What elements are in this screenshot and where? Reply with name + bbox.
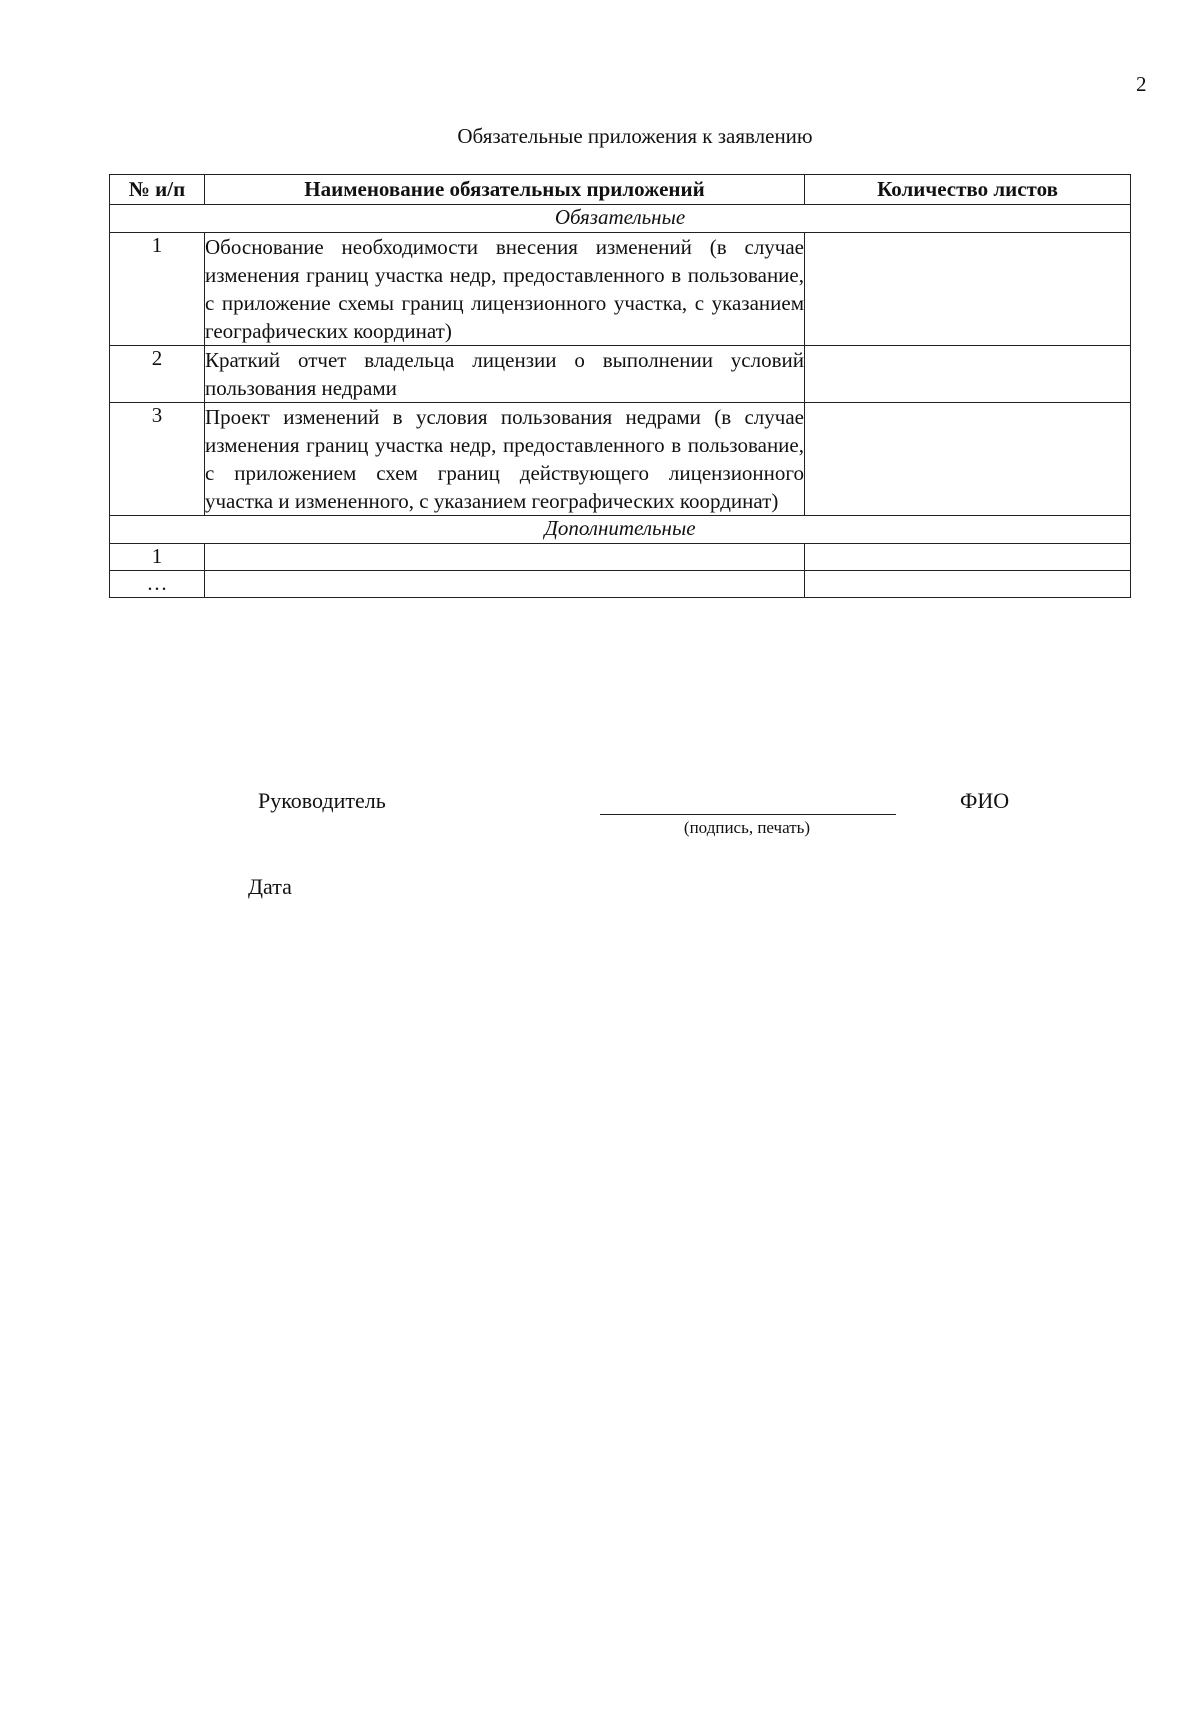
table-row [110,571,1131,598]
fio-label: ФИО [960,788,1010,813]
section-label: Обязательные [110,205,1131,233]
header-num: № и/п [110,175,205,205]
header-sheets: Количество листов [805,175,1131,205]
table-row [110,346,1131,403]
header-name: Наименование обязательных приложений [205,175,805,205]
section-row-mandatory [110,205,1131,233]
row-sheets [805,571,1131,598]
signature-line [600,814,896,815]
row-num: 1 [110,544,205,571]
row-num: 2 [110,346,205,403]
date-label: Дата [248,874,292,899]
row-sheets [805,346,1131,403]
row-name: Обоснование необходимости внесения изменений (в случае изменения границ участка недр, предоставленного в пользование, с приложение схемы границ лицензионного участка, с указанием географических координат) [205,233,805,346]
section-row-additional [110,516,1131,544]
row-name: Краткий отчет владельца лицензии о выполнении условий пользования недрами [205,346,805,403]
signature-label: Руководитель [258,788,386,813]
row-num: 1 [110,233,205,346]
row-sheets [805,233,1131,346]
row-num: 3 [110,403,205,516]
row-sheets [805,403,1131,516]
section-label: Дополнительные [110,516,1131,544]
row-name [205,544,805,571]
row-sheets [805,544,1131,571]
row-name: Проект изменений в условия пользования недрами (в случае изменения границ участка недр, предоставленного в пользование, с приложением схем границ действующего лицензионного участка и измененного, с указанием географических координат) [205,403,805,516]
table-header-row [110,175,1131,205]
page-number: 2 [1136,72,1147,96]
table-row [110,544,1131,571]
appendix-table [109,174,1131,598]
row-name [205,571,805,598]
table-row [110,403,1131,516]
row-num: … [110,571,205,598]
signature-caption: (подпись, печать) [683,818,811,837]
document-title: Обязательные приложения к заявлению [457,124,813,148]
table-row [110,233,1131,346]
